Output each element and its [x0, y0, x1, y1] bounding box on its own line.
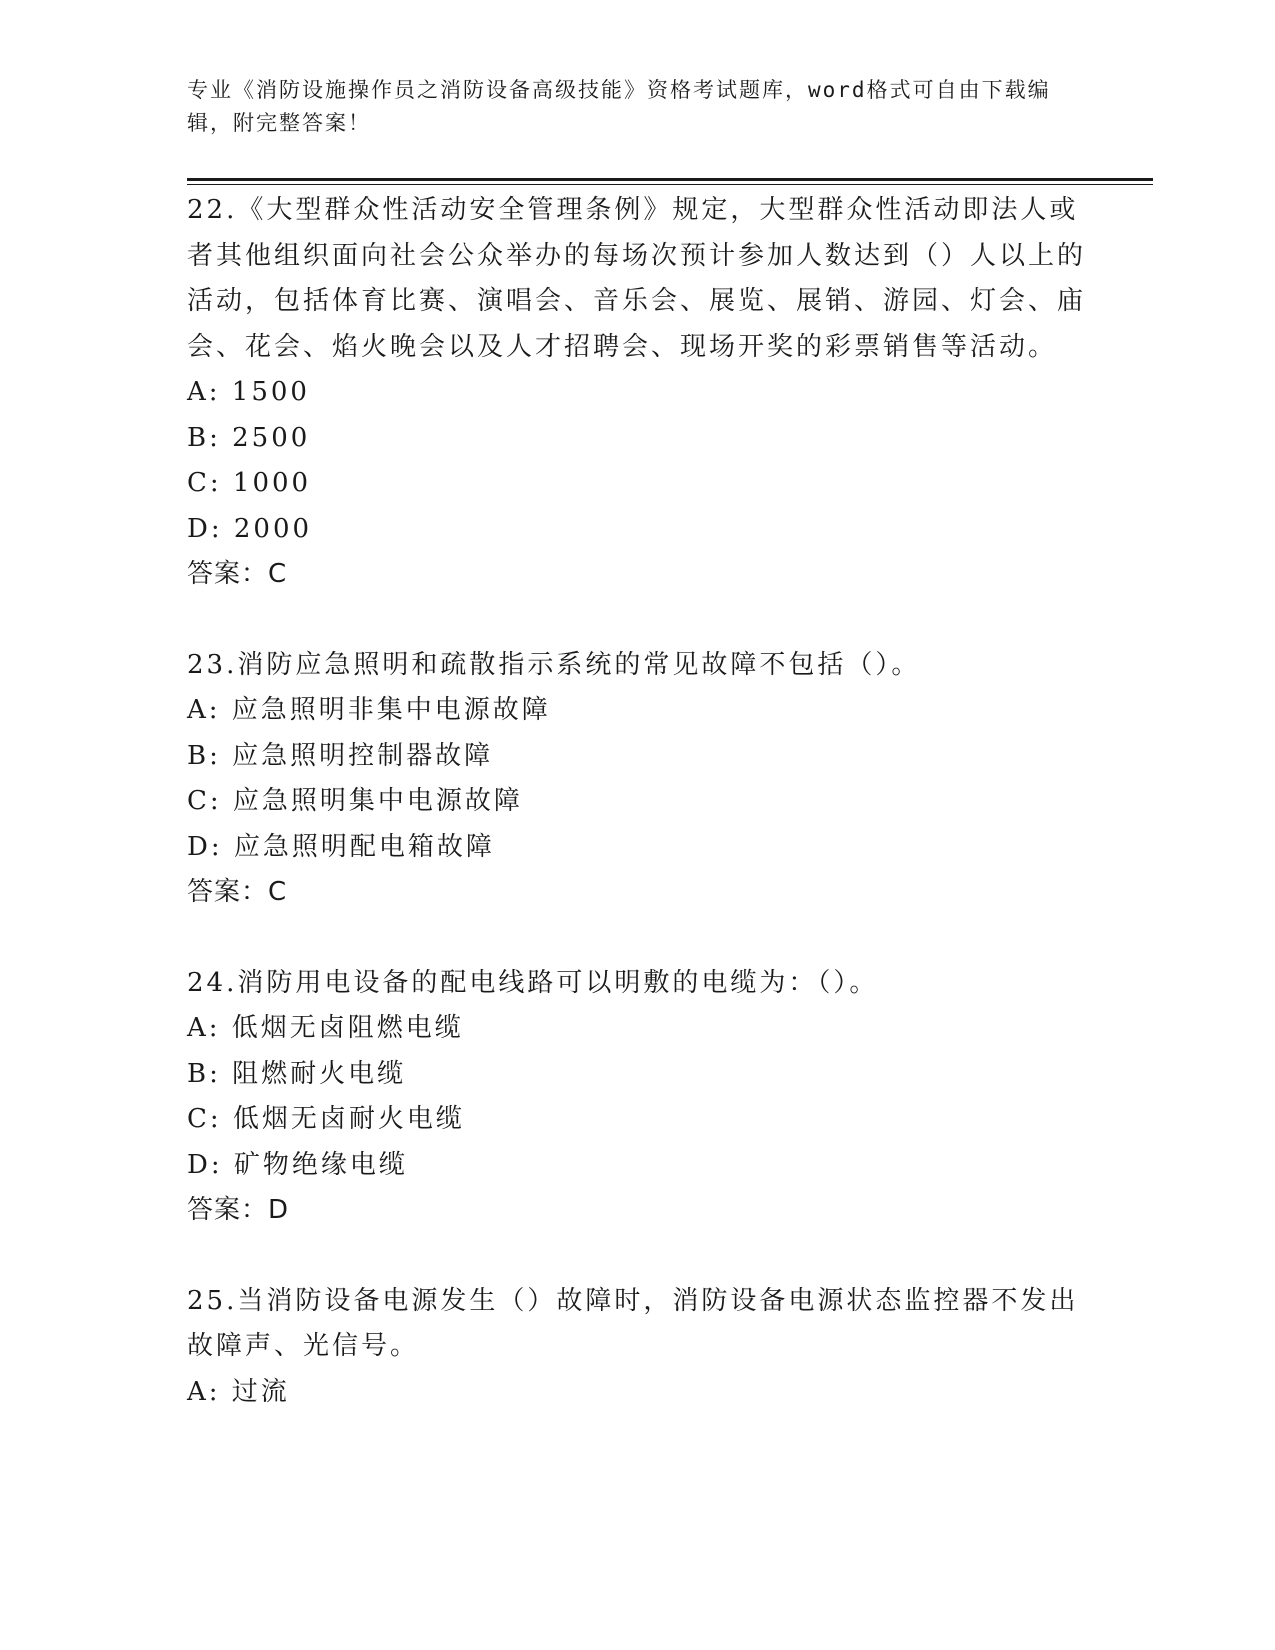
answer-key: 答案：C: [187, 877, 288, 907]
question-stem: 24.消防用电设备的配电线路可以明敷的电缆为：（）。: [187, 967, 879, 998]
option-d: D: 2000: [187, 513, 313, 544]
option-c: C: 1000: [187, 468, 312, 498]
option-a: A: 过流: [187, 1376, 290, 1407]
option-b: B: 阻燃耐火电缆: [187, 1058, 407, 1089]
option-b: B: 2500: [187, 422, 311, 453]
option-d: D: 应急照明配电箱故障: [187, 831, 495, 862]
question-25: [187, 1279, 1087, 1416]
question-23: [187, 643, 1087, 916]
option-c: C: 应急照明集中电源故障: [187, 786, 523, 816]
question-22: [187, 188, 1087, 598]
header-divider-thin: [187, 184, 1153, 185]
option-a: A: 低烟无卤阻燃电缆: [187, 1013, 464, 1043]
option-a: A: 1500: [187, 377, 310, 407]
option-c: C: 低烟无卤耐火电缆: [187, 1104, 465, 1134]
question-stem: 23.消防应急照明和疏散指示系统的常见故障不包括（）。: [187, 649, 921, 680]
option-a: A: 应急照明非集中电源故障: [187, 695, 551, 725]
question-stem: 25.当消防设备电源发生（）故障时，消防设备电源状态监控器不发出故障声、光信号。: [187, 1285, 1079, 1361]
question-list: [187, 188, 1087, 1415]
document-header: 专业《消防设施操作员之消防设备高级技能》资格考试题库，word格式可自由下载编辑，附完整答案！: [187, 78, 1051, 135]
option-d: D: 矿物绝缘电缆: [187, 1149, 408, 1180]
header-divider-thick: [187, 178, 1153, 181]
answer-key: 答案：C: [187, 559, 288, 589]
question-24: [187, 961, 1087, 1234]
answer-key: 答案：D: [187, 1195, 290, 1225]
question-stem: 22.《大型群众性活动安全管理条例》规定，大型群众性活动即法人或者其他组织面向社会公众举办的每场次预计参加人数达到（）人以上的活动，包括体育比赛、演唱会、音乐会、展览、展销、游园、灯会、庙会、花会、焰火晚会以及人才招聘会、现场开奖的彩票销售等活动。: [187, 195, 1087, 362]
option-b: B: 应急照明控制器故障: [187, 740, 494, 771]
